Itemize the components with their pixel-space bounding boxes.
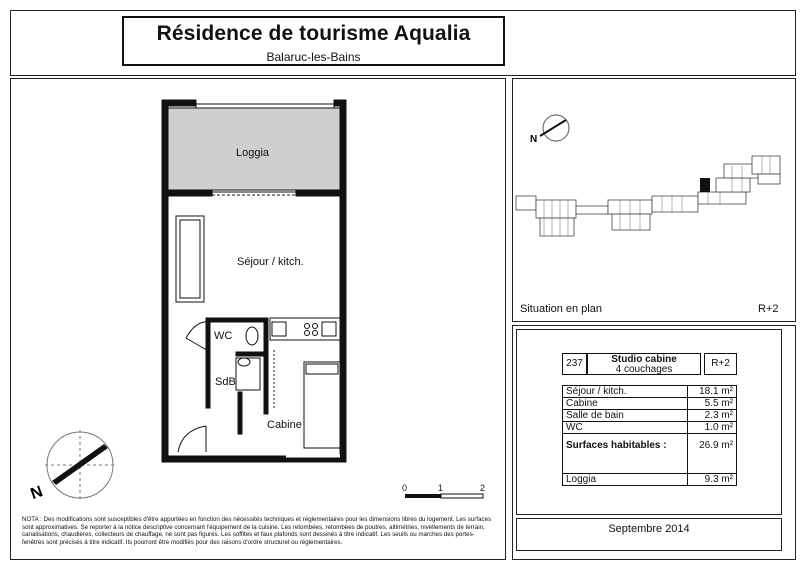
building-footprint [516, 156, 780, 236]
surface-value: 1.0 m² [688, 422, 737, 434]
unit-location-marker [700, 178, 710, 192]
wall-top-right [334, 100, 346, 106]
total-value: 26.9 m² [688, 434, 737, 474]
sink [322, 322, 336, 336]
fridge [272, 322, 286, 336]
surfaces-table [562, 385, 737, 486]
table-row [563, 410, 737, 422]
unit-level: R+2 [704, 353, 737, 375]
room-label-wc: WC [214, 330, 233, 342]
partition-sdb-bottom [238, 392, 242, 434]
scale-tick-0: 0 [402, 483, 408, 493]
partition-left [206, 318, 210, 408]
table-row [563, 422, 737, 434]
loggia-name: Loggia [563, 474, 688, 486]
room-label-sdb: SdB [215, 376, 236, 388]
surface-value: 5.5 m² [688, 398, 737, 410]
table-row [563, 386, 737, 398]
room-label-sejour: Séjour / kitch. [237, 256, 304, 268]
bathtub [236, 358, 260, 390]
surface-value: 2.3 m² [688, 410, 737, 422]
wall-loggia-right [296, 190, 346, 196]
scale-tick-2: 2 [480, 483, 486, 493]
north-letter-icon: N [28, 483, 46, 504]
unit-number: 237 [562, 353, 587, 375]
toilet [246, 327, 258, 345]
situation-compass [543, 115, 569, 141]
page-title: Résidence de tourisme Aqualia [156, 22, 471, 45]
loggia-railing [196, 104, 334, 108]
scale-bar [405, 494, 483, 498]
loggia-value: 9.3 m² [688, 474, 737, 486]
page-subtitle: Balaruc-les-Bains [266, 50, 361, 64]
bunk-bed [304, 362, 340, 448]
surface-name: WC [563, 422, 688, 434]
surface-value: 18.1 m² [688, 386, 737, 398]
unit-beds: 4 couchages [615, 364, 673, 375]
total-row [563, 434, 737, 474]
loggia-row [563, 474, 737, 486]
unit-type-box [587, 353, 701, 375]
hob [305, 324, 310, 329]
room-label-loggia: Loggia [236, 147, 270, 159]
table-row [563, 398, 737, 410]
cabine-door-arc [178, 426, 206, 452]
wall-left [162, 100, 168, 462]
partition-wc-sdb [236, 352, 266, 356]
total-label: Surfaces habitables : [563, 434, 688, 474]
svg-text:N: N [530, 134, 538, 145]
situation-label: Situation en plan [520, 303, 602, 315]
wall-top-left [162, 100, 196, 106]
date-label: Septembre 2014 [608, 523, 690, 535]
kitchen-counter [270, 318, 340, 340]
room-label-cabine: Cabine [267, 419, 302, 431]
disclaimer-note: NOTA : Des modifications sont susceptibles d'être apportées en fonction des nécessités techniques et réglementaires pour les dimensions libres du logement. Les surfaces sont approximatives. Se reporter à la notice descriptive concernant l'équipement de la cuisine. Les retombées, retombées de poutres, altimétries, nivellements de terrain, canalisations, chaudières, collecteurs de chauffage, ne sont pas figurés. Les soffites et faux plafonds sont dessinés à titre indicatif. Les seuils ou marches des portes-fenêtres sont précisés à titre indicatif. Ils pourront être modifiés pour des raisons d'ordre structurel ou réglementaires. [22, 516, 492, 546]
surface-name: Cabine [563, 398, 688, 410]
surface-name: Salle de bain [563, 410, 688, 422]
wall-right [340, 100, 346, 462]
wall-loggia-left [162, 190, 212, 196]
surface-name: Séjour / kitch. [563, 386, 688, 398]
unit-type: Studio cabine [611, 354, 677, 365]
partition-right [264, 318, 268, 414]
scale-tick-1: 1 [438, 483, 444, 493]
washbasin [238, 358, 250, 366]
partition-wc-top [206, 318, 266, 322]
situation-level: R+2 [758, 303, 779, 315]
